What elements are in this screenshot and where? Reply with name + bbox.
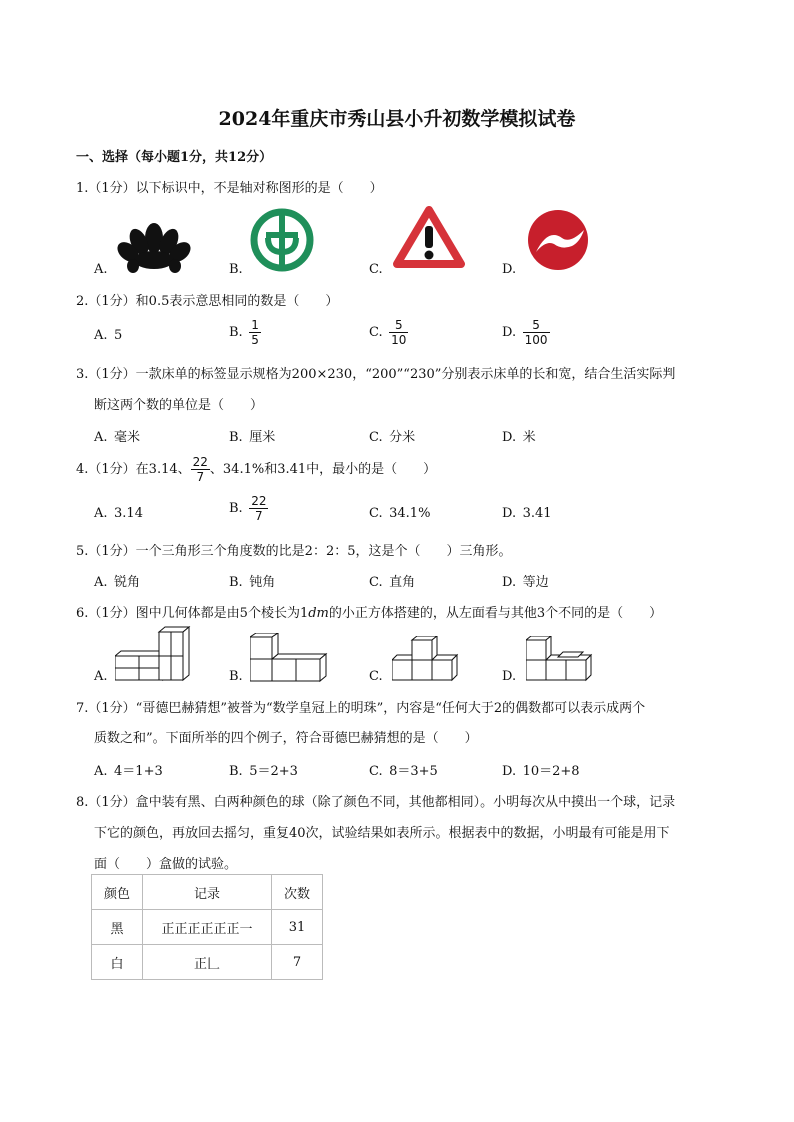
q4-option-a: A. 3.14 xyxy=(94,506,143,521)
bank-logo-icon xyxy=(250,208,314,272)
q7-option-a: A. 4＝1+3 xyxy=(94,764,163,779)
warning-sign-icon xyxy=(393,206,465,270)
lotus-logo-icon xyxy=(117,222,191,274)
question-5: 5.（1分）一个三角形三个角度数的比是2：2：5，这是个（ ）三角形。 xyxy=(76,544,512,559)
table-cell: 31 xyxy=(272,910,323,945)
q1-option-c-label: C. xyxy=(369,262,383,277)
cube-solid-d-icon xyxy=(526,636,596,686)
q2-option-c: C. $\frac{5}{10}$ xyxy=(369,318,407,347)
question-8-line-3: 面（ ）盒做的试验。 xyxy=(94,857,238,872)
q3-option-c: C. 分米 xyxy=(369,430,416,445)
q5-option-d: D. 等边 xyxy=(502,575,549,590)
q1-option-b-label: B. xyxy=(229,262,243,277)
q2-option-b: B. $\frac{1}{5}$ xyxy=(229,318,259,347)
q7-option-d: D. 10＝2+8 xyxy=(502,764,580,779)
q3-option-d: D. 米 xyxy=(502,430,536,445)
q6-option-d-label: D. xyxy=(502,669,517,684)
table-row xyxy=(92,910,323,945)
section-heading: 一、选择（每小题1分，共12分） xyxy=(76,150,273,165)
question-8-line-2: 下它的颜色，再放回去摇匀，重复40次，试验结果如表所示。根据表中的数据，小明最有可能是用下 xyxy=(94,826,670,841)
q1-option-d-label: D. xyxy=(502,262,517,277)
fraction: $\frac{5}{10}$ xyxy=(391,318,407,347)
q5-option-b: B. 钝角 xyxy=(229,575,276,590)
question-2: 2.（1分）和0.5表示意思相同的数是（ ） xyxy=(76,294,339,309)
q4-option-d: D. 3.41 xyxy=(502,506,552,521)
q1-option-a-label: A. xyxy=(94,262,108,277)
flame-logo-icon xyxy=(526,208,590,272)
q2-option-d: D. $\frac{5}{100}$ xyxy=(502,318,548,347)
table-header: 颜色 xyxy=(92,875,143,910)
q2-option-a: A. 5 xyxy=(94,328,123,343)
table-cell: 正𠃊 xyxy=(143,945,272,980)
question-6: 6.（1分）图中几何体都是由5个棱长为1dm的小正方体搭建的，从左面看与其他3个不同的是（ ） xyxy=(76,606,663,621)
cube-solid-c-icon xyxy=(392,636,462,686)
question-3: 3.（1分）一款床单的标签显示规格为200×230，“200”“230”分别表示床单的长和宽，结合生活实际判 xyxy=(76,367,676,382)
q4-option-b: B. $\frac{22}{7}$ xyxy=(229,494,267,523)
q4-option-c: C. 34.1% xyxy=(369,506,431,521)
question-7: 7.（1分）“哥德巴赫猜想”被誉为“数学皇冠上的明珠”，内容是“任何大于2的偶数都可以表示成两个 xyxy=(76,701,646,716)
q5-option-c: C. 直角 xyxy=(369,575,416,590)
table-cell: 黑 xyxy=(92,910,143,945)
question-3-line-2: 断这两个数的单位是（ ） xyxy=(94,398,264,413)
cube-solid-a-icon xyxy=(115,626,195,686)
cube-solid-b-icon xyxy=(250,633,330,683)
question-8: 8.（1分）盒中装有黑、白两种颜色的球（除了颜色不同，其他都相同）。小明每次从中摸出一个球，记录 xyxy=(76,795,676,810)
q6-option-c-label: C. xyxy=(369,669,383,684)
table-header: 记录 xyxy=(143,875,272,910)
table-header-row xyxy=(92,875,323,910)
fraction: $\frac{1}{5}$ xyxy=(251,318,259,347)
q7-option-b: B. 5＝2+3 xyxy=(229,764,298,779)
q5-option-a: A. 锐角 xyxy=(94,575,141,590)
fraction: $\frac{22}{7}$ xyxy=(251,494,267,523)
q3-option-a: A. 毫米 xyxy=(94,430,141,445)
table-row xyxy=(92,945,323,980)
q6-option-a-label: A. xyxy=(94,669,108,684)
q7-option-c: C. 8＝3+5 xyxy=(369,764,438,779)
q3-option-b: B. 厘米 xyxy=(229,430,276,445)
tally-table xyxy=(91,874,323,980)
fraction: $\frac{22}{7}$ xyxy=(192,455,208,484)
q6-option-b-label: B. xyxy=(229,669,243,684)
fraction: $\frac{5}{100}$ xyxy=(524,318,548,347)
question-7-line-2: 质数之和”。下面所举的四个例子，符合哥德巴赫猜想的是（ ） xyxy=(94,731,478,746)
table-cell: 正正正正正正一 xyxy=(143,910,272,945)
page-title: 2024年重庆市秀山县小升初数学模拟试卷 xyxy=(218,108,576,130)
table-header: 次数 xyxy=(272,875,323,910)
table-cell: 白 xyxy=(92,945,143,980)
table-cell: 7 xyxy=(272,945,323,980)
question-1: 1.（1分）以下标识中，不是轴对称图形的是（ ） xyxy=(76,181,383,196)
question-4: 4.（1分）在3.14、 $\frac{22}{7}$ 、34.1%和3.41中，最小的是（ ） xyxy=(76,455,437,484)
